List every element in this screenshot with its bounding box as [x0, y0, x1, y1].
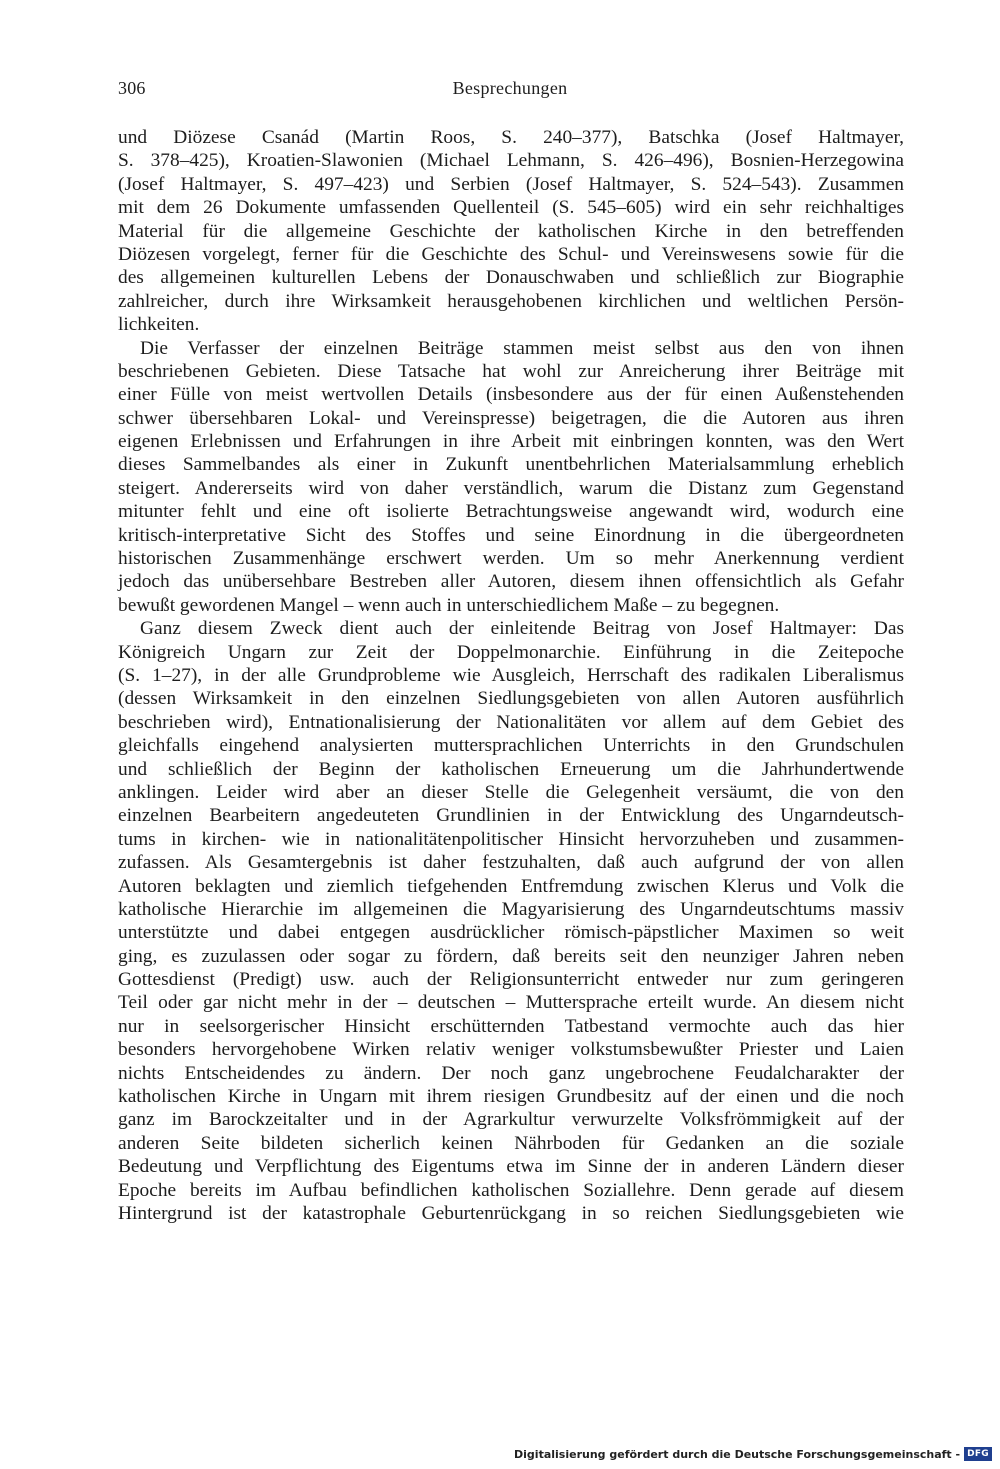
text-line: nichts Entscheidendes zu ändern. Der noch ganz ungebrochene Feudalcharakter der [118, 1062, 904, 1084]
text-line: (Josef Haltmayer, S. 497–423) und Serbien (Josef Haltmayer, S. 524–543). Zusammen [118, 173, 904, 195]
text-line: des allgemeinen kulturellen Lebens der Donauschwaben und schließlich zur Biographie [118, 267, 904, 289]
credit-text: Digitalisierung gefördert durch die Deutsche Forschungsgemeinschaft - [514, 1447, 961, 1461]
text-line: tums in kirchen- wie in nationalitätenpolitischer Hinsicht hervorzuheben und zusammen- [118, 828, 904, 850]
text-line: historischen Zusammenhänge erschwert werden. Um so mehr Anerkennung verdient [118, 548, 904, 570]
text-line: schwer übersehbaren Lokal- und Vereinspresse) beigetragen, die die Autoren aus ihren [118, 407, 904, 429]
text-line: anderen Seite bildeten sicherlich keinen Nährboden für Gedanken an die soziale [118, 1132, 904, 1154]
text-line: zufassen. Als Gesamtergebnis ist daher festzuhalten, daß auch aufgrund der von allen [118, 852, 904, 874]
text-line: mitunter fehlt und eine oft isolierte Betrachtungsweise angewandt wird, wodurch eine [118, 501, 904, 523]
text-line: Bedeutung und Verpflichtung des Eigentums etwa im Sinne der in anderen Ländern dieser [118, 1156, 904, 1178]
digitization-credit [514, 1447, 992, 1461]
text-line: beschrieben wird), Entnationalisierung der Nationalitäten vor allem auf dem Gebiet des [118, 711, 904, 733]
text-line: katholischen Kirche in Ungarn mit ihrem riesigen Grundbesitz auf der einen und die noch [118, 1086, 904, 1108]
text-line: besonders hervorgehobene Wirken relativ weniger volkstumsbewußter Priester und Laien [118, 1039, 904, 1061]
text-line: gleichfalls eingehend analysierten muttersprachlichen Unterrichts in den Grundschulen [118, 735, 904, 757]
text-line: mit dem 26 Dokumente umfassenden Quellenteil (S. 545–605) wird ein sehr reichhaltiges [118, 197, 904, 219]
text-line: Diözesen vorgelegt, ferner für die Geschichte des Schul- und Vereinswesens sowie für die [118, 243, 904, 265]
text-line: Material für die allgemeine Geschichte der katholischen Kirche in den betreffenden [118, 220, 904, 242]
text-line: kritisch-interpretative Sicht des Stoffes und seine Einordnung in die übergeordneten [118, 524, 904, 546]
text-line: S. 378–425), Kroatien-Slawonien (Michael Lehmann, S. 426–496), Bosnien-Herzegowina [118, 150, 904, 172]
text-line: Die Verfasser der einzelnen Beiträge stammen meist selbst aus den von ihnen [140, 337, 904, 359]
text-line: Epoche bereits im Aufbau befindlichen katholischen Soziallehre. Denn gerade auf diesem [118, 1179, 904, 1201]
text-line: eigenen Erlebnissen und Erfahrungen in ihre Arbeit mit einbringen konnten, was den Wert [118, 431, 904, 453]
text-line: beschriebenen Gebieten. Diese Tatsache hat wohl zur Anreicherung ihrer Beiträge mit [118, 360, 904, 382]
text-line: bewußt gewordenen Mangel – wenn auch in unterschiedlichem Maße – zu begegnen. [118, 594, 780, 616]
text-line: (S. 1–27), in der alle Grundprobleme wie Ausgleich, Herrschaft des radikalen Liberalismus [118, 664, 904, 686]
text-line: und schließlich der Beginn der katholischen Erneuerung um die Jahrhundertwende [118, 758, 904, 780]
text-line: anklingen. Leider wird aber an dieser Stelle die Gelegenheit versäumt, die von den [118, 781, 904, 803]
text-line: dieses Sammelbandes als einer in Zukunft unentbehrlichen Materialsammlung erheblich [118, 454, 904, 476]
dfg-logo: DFG [964, 1447, 992, 1461]
text-line: Königreich Ungarn zur Zeit der Doppelmonarchie. Einführung in die Zeitepoche [118, 641, 904, 663]
text-line: jedoch das unübersehbare Bestreben aller Autoren, diesem ihnen offensichtlich als Gefahr [118, 571, 904, 593]
text-line: Autoren beklagten und ziemlich tiefgehenden Entfremdung zwischen Klerus und Volk die [118, 875, 904, 897]
text-line: steigert. Andererseits wird von daher verständlich, warum die Distanz zum Gegenstand [118, 477, 904, 499]
text-line: unterstützte und dabei entgegen ausdrücklicher römisch-päpstlicher Maximen so weit [118, 922, 904, 944]
text-line: Gottesdienst (Predigt) usw. auch der Religionsunterricht entweder nur zum geringeren [118, 969, 904, 991]
text-line: einer Fülle von meist wertvollen Details (insbesondere aus der für einen Außenstehenden [118, 384, 904, 406]
text-line: Ganz diesem Zweck dient auch der einleitende Beitrag von Josef Haltmayer: Das [140, 618, 904, 640]
body-text [118, 126, 904, 1249]
text-line [118, 1225, 904, 1248]
text-line: ging, es zuzulassen oder sogar zu fördern, daß bereits seit den neunziger Jahren neben [118, 945, 904, 967]
text-line: einzelnen Bearbeitern angedeuteten Grundlinien in der Entwicklung des Ungarndeutsch- [118, 805, 904, 827]
text-line: zahlreicher, durch ihre Wirksamkeit herausgehobenen kirchlichen und weltlichen Persön- [118, 290, 904, 312]
text-line: Teil oder gar nicht mehr in der – deutschen – Muttersprache erteilt wurde. An diesem nicht [118, 992, 904, 1014]
text-line: katholische Hierarchie im allgemeinen die Magyarisierung des Ungarndeutschtums massiv [118, 898, 904, 920]
text-line: (dessen Wirksamkeit in den einzelnen Siedlungsgebieten von allen Autoren ausführlich [118, 688, 904, 710]
text-line: Hintergrund ist der katastrophale Geburtenrückgang in so reichen Siedlungsgebieten wie [118, 1202, 904, 1224]
text-line: und Diözese Csanád (Martin Roos, S. 240–377), Batschka (Josef Haltmayer, [118, 127, 904, 148]
page-number: 306 [118, 78, 146, 98]
text-line: ganz im Barockzeitalter und in der Agrarkultur verwurzelte Volksfrömmigkeit auf der [118, 1109, 904, 1131]
running-head: Besprechungen [452, 78, 568, 98]
text-line: lichkeiten. [118, 314, 200, 336]
text-line: nur in seelsorgerischer Hinsicht erschütternden Tatbestand vermochte auch das hier [118, 1015, 904, 1037]
